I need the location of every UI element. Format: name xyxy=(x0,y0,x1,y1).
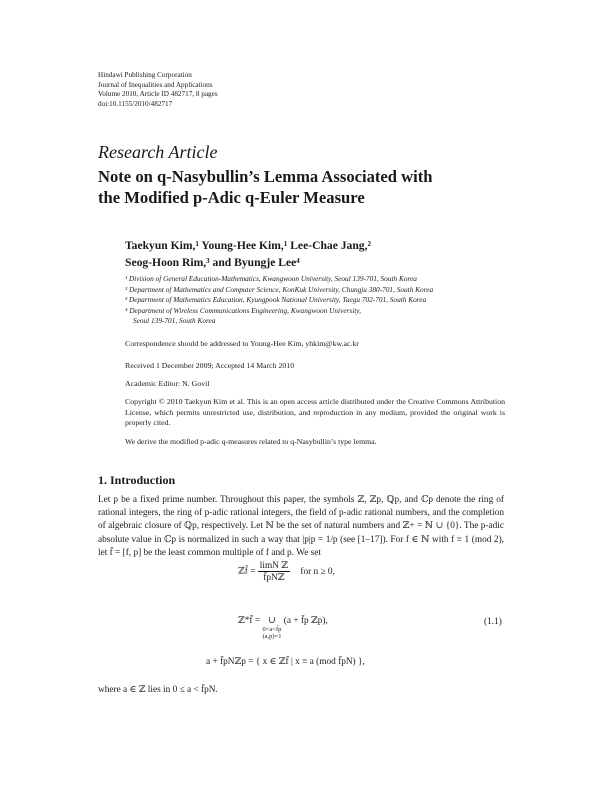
equation-1 xyxy=(238,560,335,583)
affiliation-4-cont: Seoul 139-701, South Korea xyxy=(133,316,216,326)
eq1-denominator: f̄pNℤ xyxy=(263,573,285,583)
equation-number: (1.1) xyxy=(484,617,502,627)
doi[interactable]: doi:10.1155/2010/482717 xyxy=(98,99,173,108)
academic-editor: Academic Editor: N. Govil xyxy=(125,379,210,388)
volume-info: Volume 2010, Article ID 482717, 8 pages xyxy=(98,90,218,99)
affiliation-4: ⁴ Department of Wireless Communications Engineering, Kwangwoon University, xyxy=(125,305,361,315)
affiliation-1: ¹ Division of General Education-Mathematics, Kwangwoon University, Seoul 139-701, South Korea xyxy=(125,274,417,283)
journal-header xyxy=(98,71,218,109)
eq1-fraction xyxy=(258,560,290,583)
author-list xyxy=(125,237,485,271)
eq1-numerator: limN ℤ xyxy=(259,561,289,571)
where-clause: where a ∈ ℤ lies in 0 ≤ a < f̄pN. xyxy=(98,685,218,695)
section-number: 1. xyxy=(98,473,107,487)
intro-paragraph: Let p be a fixed prime number. Throughout this paper, the symbols ℤ, ℤp, ℚp, and ℂp denote the ring of rational integers, the ring of p-adic rational integers, the field of p-adic rational numbers, and the completion of algebraic closure of ℚp, respectively. Let ℕ be the set of natural numbers and ℤ+ = ℕ ∪ {0}. The p-adic absolute value in ℂp is normalized in such a way that |p|p = 1/p (see [1–17]). For f ∈ ℕ with f ≡ 1 (mod 2), let f̄ = [f, p] be the least common multiple of f and p. We set xyxy=(98,495,504,558)
eq2-union-block xyxy=(262,615,281,640)
publisher-line: Hindawi Publishing Corporation xyxy=(98,71,192,79)
eq1-lhs: ℤf̄ = xyxy=(238,566,256,577)
journal-name: Journal of Inequalities and Applications xyxy=(98,80,213,89)
eq1-condition: for n ≥ 0, xyxy=(300,566,335,577)
affiliation-3: ³ Department of Mathematics Education, Kyungpook National University, Taegu 702-701, South Korea xyxy=(125,295,427,305)
section-heading xyxy=(98,473,175,488)
equation-2 xyxy=(238,615,328,640)
eq2-lhs: ℤ*f̄ = xyxy=(238,616,261,626)
article-type: Research Article xyxy=(98,142,218,162)
eq2-union: ∪ xyxy=(268,616,276,626)
title-line-2: the Modified p-Adic q-Euler Measure xyxy=(98,188,365,207)
eq2-rhs: (a + f̄p ℤp), xyxy=(283,616,328,626)
authors-line-2: Seog-Hoon Rim,³ and Byungje Lee⁴ xyxy=(125,256,300,269)
paper-title xyxy=(98,166,518,208)
title-line-1: Note on q-Nasybullin’s Lemma Associated with xyxy=(98,167,433,186)
correspondence: Correspondence should be addressed to Young-Hee Kim, yhkim@kw.ac.kr xyxy=(125,339,359,348)
eq2-union-range: 0<a<f̄p xyxy=(262,626,282,633)
authors-line-1: Taekyun Kim,¹ Young-Hee Kim,¹ Lee-Chae Jang,² xyxy=(125,239,371,252)
abstract: We derive the modified p-adic q-measures related to q-Nasybullin’s type lemma. xyxy=(125,437,377,446)
received-dates: Received 1 December 2009; Accepted 14 March 2010 xyxy=(125,361,295,370)
copyright-notice: Copyright © 2010 Taekyun Kim et al. This is an open access article distributed under the Creative Commons Attribution License, which permits unrestricted use, distribution, and reproduction in any medium, provided the original work is properly cited. xyxy=(125,397,505,428)
affiliations xyxy=(125,274,520,327)
equation-3: a + f̄pNℤp = { x ∈ ℤf̄ | x ≡ a (mod f̄pN) }, xyxy=(206,657,365,667)
section-title: Introduction xyxy=(110,473,176,487)
affiliation-2: ² Department of Mathematics and Computer Science, KonKuk University, Chungju 380-701, South Korea xyxy=(125,284,434,294)
eq2-union-cond: (a,p)=1 xyxy=(262,633,282,640)
